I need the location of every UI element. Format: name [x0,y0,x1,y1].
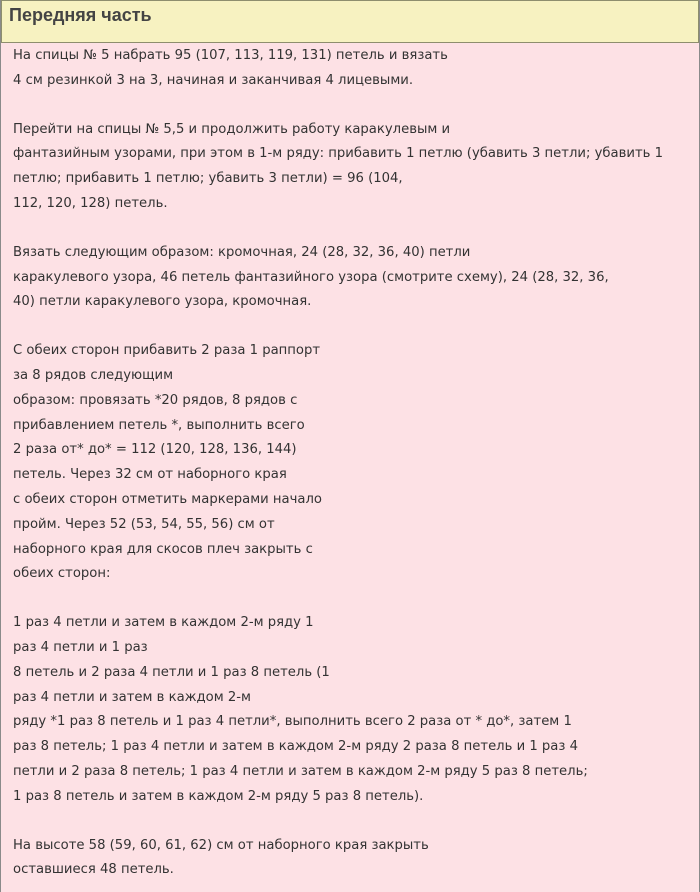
text-line: На спицы № 5 набрать 95 (107, 113, 119, 131) петель и вязать [13,48,448,63]
text-line: петель. Через 32 см от наборного края [13,467,287,483]
text-line: С обеих сторон прибавить 2 раза 1 раппорт [13,343,321,359]
text-line: Перейти на спицы № 5,5 и продолжить работу каракулевым и [13,121,451,137]
text-line: ряду *1 раз 8 петель и 1 раз 4 петли*, выполнить всего 2 раза от * до*, затем 1 [13,714,572,730]
section-header [1,0,699,43]
text-line: 112, 120, 128) петель. [13,195,168,211]
paragraph-pattern-start [13,118,693,217]
text-line: На высоте 58 (59, 60, 61, 62) см от наборного края закрыть [13,837,429,853]
text-line: 40) петли каракулевого узора, кромочная. [13,294,312,310]
text-line: наборного края для скосов плеч закрыть с [13,541,313,557]
paragraph-cast-on [13,44,693,94]
text-line: раз 8 петель; 1 раз 4 петли и затем в каждом 2-м ряду 2 раза 8 петель и 1 раз 4 [13,739,578,755]
text-line: с обеих сторон отметить маркерами начало [13,491,323,507]
text-line: раз 4 петли и затем в каждом 2-м [13,689,251,705]
text-line: пройм. Через 52 (53, 54, 55, 56) см от [13,516,275,532]
instructions-text [13,44,693,892]
text-line: 2 раза от* до* = 112 (120, 128, 136, 144) [13,442,297,458]
paragraph-shoulder-bind-off [13,611,693,809]
paragraph-finish [13,834,693,884]
text-line: каракулевого узора, 46 петель фантазийного узора (смотрите схему), 24 (28, 32, 36, [13,269,609,285]
paragraph-layout [13,241,693,315]
text-line: петли и 2 раза 8 петель; 1 раз 4 петли и затем в каждом 2-м ряду 5 раз 8 петель; [13,763,588,779]
text-line: обеих сторон: [13,566,111,582]
text-line: 4 см резинкой 3 на 3, начиная и заканчивая 4 лицевыми. [13,72,414,88]
text-line: Вязать следующим образом: кромочная, 24 (28, 32, 36, 40) петли [13,244,471,260]
text-line: прибавлением петель *, выполнить всего [13,417,305,433]
section-title: Передняя часть [9,5,152,25]
text-line: образом: провязать *20 рядов, 8 рядов с [13,392,298,408]
text-line: петлю; прибавить 1 петлю; убавить 3 петли) = 96 (104, [13,171,403,187]
text-line: за 8 рядов следующим [13,367,174,383]
text-line: 1 раз 8 петель и затем в каждом 2-м ряду 5 раз 8 петель). [13,788,424,804]
text-line: фантазийным узорами, при этом в 1-м ряду: прибавить 1 петлю (убавить 3 петли; убавить 1 [13,146,663,162]
text-line: раз 4 петли и 1 раз [13,639,148,655]
text-line: 8 петель и 2 раза 4 петли и 1 раз 8 петель (1 [13,664,330,680]
text-line: оставшиеся 48 петель. [13,862,174,878]
text-line: 1 раз 4 петли и затем в каждом 2-м ряду 1 [13,615,314,631]
paragraph-increases [13,339,693,587]
